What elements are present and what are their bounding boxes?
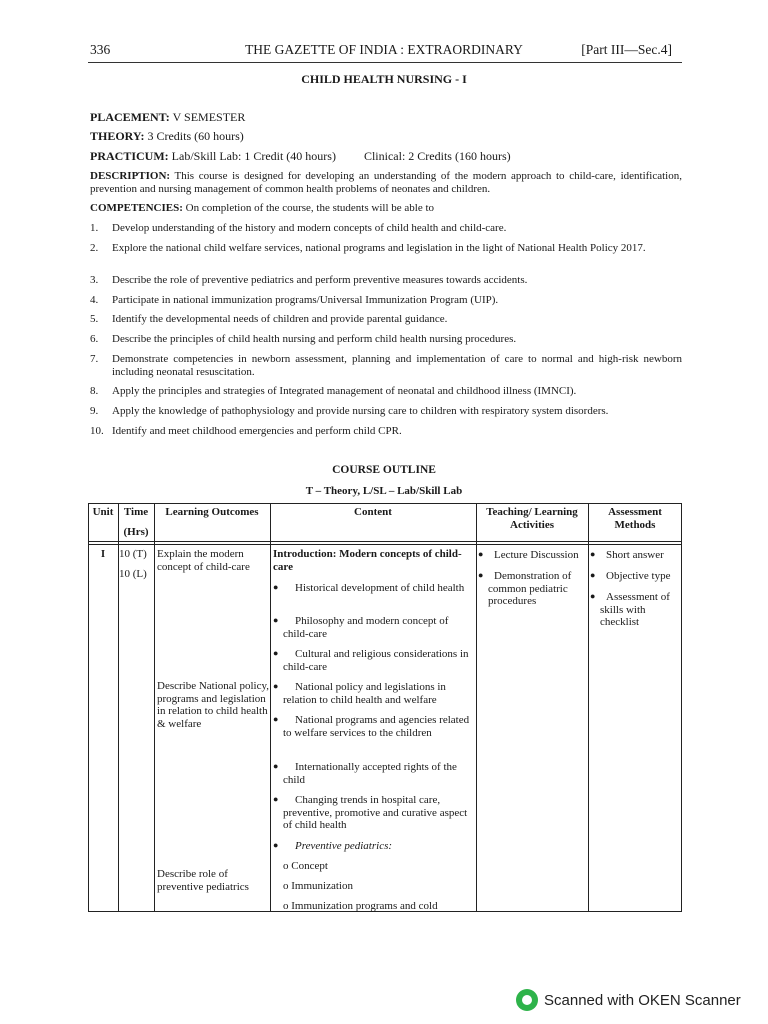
competency-item: Apply the knowledge of pathophysiology and provide nursing care to children with respiratory system disorders. <box>112 405 609 417</box>
bullet-icon: ● <box>273 761 279 771</box>
header-rule <box>88 62 682 63</box>
competency-item: Demonstrate competencies in newborn assessment, planning and implementation of care to normal and high-risk newborn including neonatal resuscitation. <box>112 353 682 378</box>
placement-line: PLACEMENT: V SEMESTER <box>90 110 246 124</box>
bullet-icon: ● <box>590 549 596 559</box>
item-number: 4. <box>90 294 99 306</box>
content-item: Changing trends in hospital care, preventive, promotive and curative aspect of child health <box>283 794 468 831</box>
bullet-icon: ● <box>590 591 596 601</box>
outcome-text: Explain the modern concept of child-care <box>157 548 250 573</box>
bullet-icon: ● <box>590 570 596 580</box>
header-activities: Teaching/ Learning Activities <box>486 506 578 531</box>
assessment-item: Short answer <box>606 549 664 561</box>
outcome-text: Describe National policy, programs and legislation in relation to child health & welfare <box>157 680 269 730</box>
table-col-line <box>270 503 271 912</box>
content-item-italic: Preventive pediatrics: <box>295 840 393 852</box>
content-subitem: o Immunization <box>283 880 353 892</box>
time-theory: 10 (T) <box>119 548 147 560</box>
gazette-title: THE GAZETTE OF INDIA : EXTRAORDINARY <box>245 42 523 57</box>
competencies: COMPETENCIES: On completion of the course, the students will be able to <box>90 202 435 214</box>
content-subitem: o Immunization programs and cold <box>283 900 438 912</box>
practicum-line: PRACTICUM: Lab/Skill Lab: 1 Credit (40 hours) Clinical: 2 Credits (160 hours) <box>90 149 511 163</box>
item-number: 5. <box>90 313 99 325</box>
content-subitem: o Concept <box>283 860 328 872</box>
bullet-icon: ● <box>273 714 279 724</box>
competency-item: Describe the principles of child health nursing and perform child health nursing procedures. <box>112 333 517 345</box>
competency-item: Participate in national immunization programs/Universal Immunization Program (UIP). <box>112 294 499 306</box>
table-col-line <box>476 503 477 912</box>
table-col-line <box>154 503 155 912</box>
item-number: 1. <box>90 222 99 234</box>
bullet-icon: ● <box>273 582 279 592</box>
header-content: Content <box>354 506 392 518</box>
content-item: Philosophy and modern concept of child-care <box>283 615 449 640</box>
header-time-unit: (Hrs) <box>123 526 149 538</box>
bullet-icon: ● <box>273 681 279 691</box>
outcome-text: Describe role of preventive pediatrics <box>157 868 249 893</box>
course-outline-title: COURSE OUTLINE <box>332 464 436 476</box>
unit-value: I <box>100 548 106 560</box>
course-outline-subtitle: T – Theory, L/SL – Lab/Skill Lab <box>305 485 463 497</box>
table-col-line <box>88 503 89 912</box>
item-number: 6. <box>90 333 99 345</box>
header-assessment: Assessment Methods <box>608 506 662 531</box>
item-number: 2. <box>90 242 99 254</box>
activity-item: Demonstration of common pediatric procedures <box>488 570 572 607</box>
competency-item: Develop understanding of the history and modern concepts of child health and child-care. <box>112 222 507 234</box>
table-border-top <box>88 503 682 504</box>
competency-item: Explore the national child welfare services, national programs and legislation in the light of National Health Policy 2017. <box>112 242 646 254</box>
competency-item: Apply the principles and strategies of Integrated management of neonatal and childhood illness (IMNCI). <box>112 385 577 397</box>
time-lab: 10 (L) <box>119 568 147 580</box>
content-item: National policy and legislations in relation to child health and welfare <box>283 681 446 706</box>
content-item: National programs and agencies related to welfare services to the children <box>283 714 470 739</box>
content-item: Internationally accepted rights of the child <box>283 761 457 786</box>
description: DESCRIPTION: This course is designed for developing an understanding of the modern approach to child-care, identification, prevention and nursing management of common health problems of neonates and children. <box>90 170 682 195</box>
bullet-icon: ● <box>478 549 484 559</box>
item-number: 8. <box>90 385 99 397</box>
item-number: 7. <box>90 353 99 365</box>
item-number: 9. <box>90 405 99 417</box>
activity-item: Lecture Discussion <box>494 549 579 561</box>
competency-item: Identify the developmental needs of children and provide parental guidance. <box>112 313 448 325</box>
header-time: Time <box>123 506 149 518</box>
table-col-line <box>588 503 589 912</box>
oken-logo-icon <box>516 989 538 1011</box>
doc-title: CHILD HEALTH NURSING - I <box>301 72 467 86</box>
table-header-rule <box>88 541 682 542</box>
scanner-watermark <box>516 986 741 1014</box>
table-col-line <box>118 503 119 912</box>
item-number: 10. <box>90 425 104 437</box>
header-outcomes: Learning Outcomes <box>165 506 259 518</box>
scanner-text: Scanned with OKEN Scanner <box>544 991 741 1009</box>
assessment-item: Assessment of skills with checklist <box>600 591 670 628</box>
item-number: 3. <box>90 274 99 286</box>
bullet-icon: ● <box>273 840 279 850</box>
bullet-icon: ● <box>273 794 279 804</box>
table-header-rule <box>88 544 682 545</box>
content-heading: Introduction: Modern concepts of child-care <box>273 548 462 573</box>
competency-item: Identify and meet childhood emergencies and perform child CPR. <box>112 425 402 437</box>
competency-item: Describe the role of preventive pediatrics and perform preventive measures towards accidents. <box>112 274 528 286</box>
bullet-icon: ● <box>273 648 279 658</box>
page-number: 336 <box>90 42 111 57</box>
table-col-line <box>681 503 682 912</box>
content-item: Cultural and religious considerations in child-care <box>283 648 469 673</box>
header-unit: Unit <box>92 506 114 518</box>
assessment-item: Objective type <box>606 570 671 582</box>
part-section: [Part III—Sec.4] <box>581 42 672 57</box>
bullet-icon: ● <box>478 570 484 580</box>
theory-line: THEORY: 3 Credits (60 hours) <box>90 129 244 143</box>
content-item: Historical development of child health <box>295 582 465 594</box>
bullet-icon: ● <box>273 615 279 625</box>
